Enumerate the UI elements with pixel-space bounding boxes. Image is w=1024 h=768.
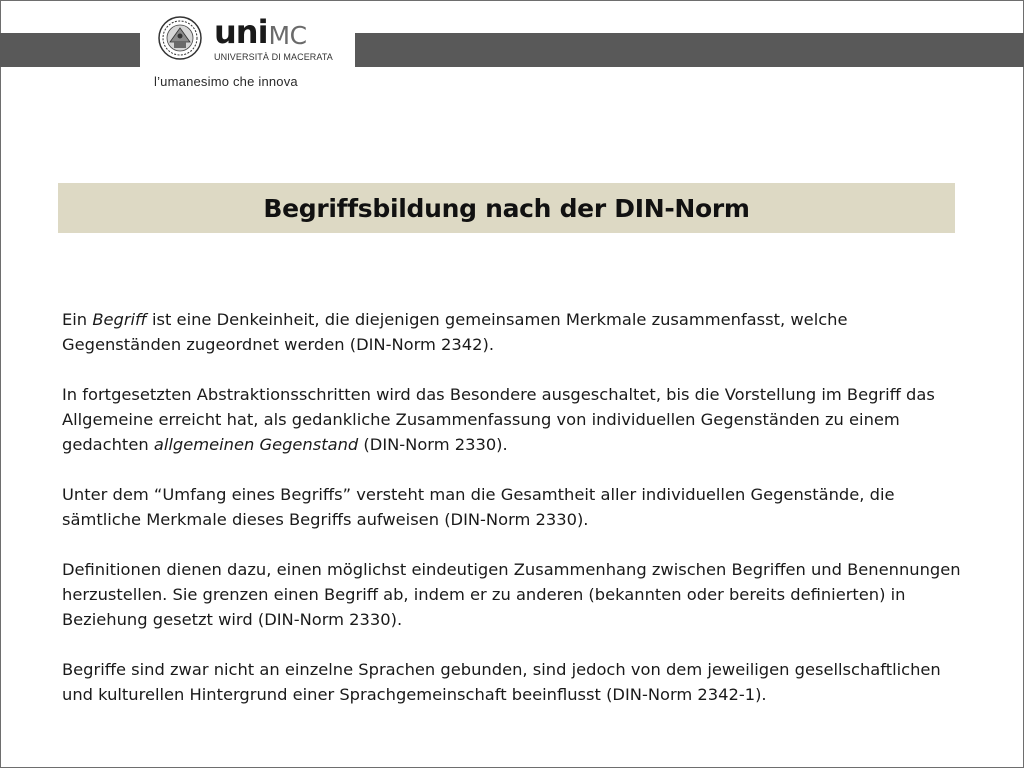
paragraph-language: Begriffe sind zwar nicht an einzelne Sprachen gebunden, sind jedoch von dem jeweiligen gesellschaftlichen und kulturellen Hintergrund einer Sprachgemeinschaft beeinflusst (DIN-Norm 2342-1). [62, 660, 941, 704]
paragraph-scope: Unter dem “Umfang eines Begriffs” versteht man die Gesamtheit aller individuellen Gegenstände, die sämtliche Merkmale dieses Begriffs aufweisen (DIN-Norm 2330). [62, 485, 895, 529]
header-bar-left [0, 33, 140, 67]
emphasis-term: allgemeinen Gegenstand [153, 435, 359, 454]
logo-wordmark-bold: uni [214, 13, 268, 51]
paragraph-definition [62, 307, 962, 357]
university-logo [150, 8, 350, 90]
logo-wordmark-light: MC [268, 21, 307, 50]
paragraph-definitions: Definitionen dienen dazu, einen möglichst eindeutigen Zusammenhang zwischen Begriffen und Benennungen herzustellen. Sie grenzen einen Begriff ab, indem er zu anderen (bekannten oder bereits definierten) in Beziehung gesetzt wird (DIN-Norm 2330). [62, 560, 961, 629]
university-name: UNIVERSITÀ DI MACERATA [214, 52, 333, 62]
paragraph-text: In fortgesetzten Abstraktionsschritten wird das Besondere ausgeschaltet, bis die Vorstellung im Begriff das Allgemeine erreicht hat, als gedankliche Zusammenfassung von individuellen Gegenständen zu einem gedachten [62, 385, 935, 454]
header-bar-right [355, 33, 1024, 67]
slide-title: Begriffsbildung nach der DIN-Norm [263, 193, 750, 223]
paragraph-text: Ein [62, 310, 93, 329]
title-band [58, 183, 955, 233]
paragraph-text: (DIN-Norm 2330). [358, 435, 508, 454]
paragraph-text: ist eine Denkeinheit, die diejenigen gemeinsamen Merkmale zusammenfasst, welche Gegenständen zugeordnet werden (DIN-Norm 2342). [62, 310, 848, 354]
emphasis-term: Begriff [92, 310, 147, 329]
logo-wordmark [214, 13, 307, 51]
slide-body [62, 307, 962, 707]
paragraph-abstraction [62, 382, 962, 457]
university-seal-icon [158, 16, 202, 60]
logo-tagline: l’umanesimo che innova [154, 74, 298, 89]
